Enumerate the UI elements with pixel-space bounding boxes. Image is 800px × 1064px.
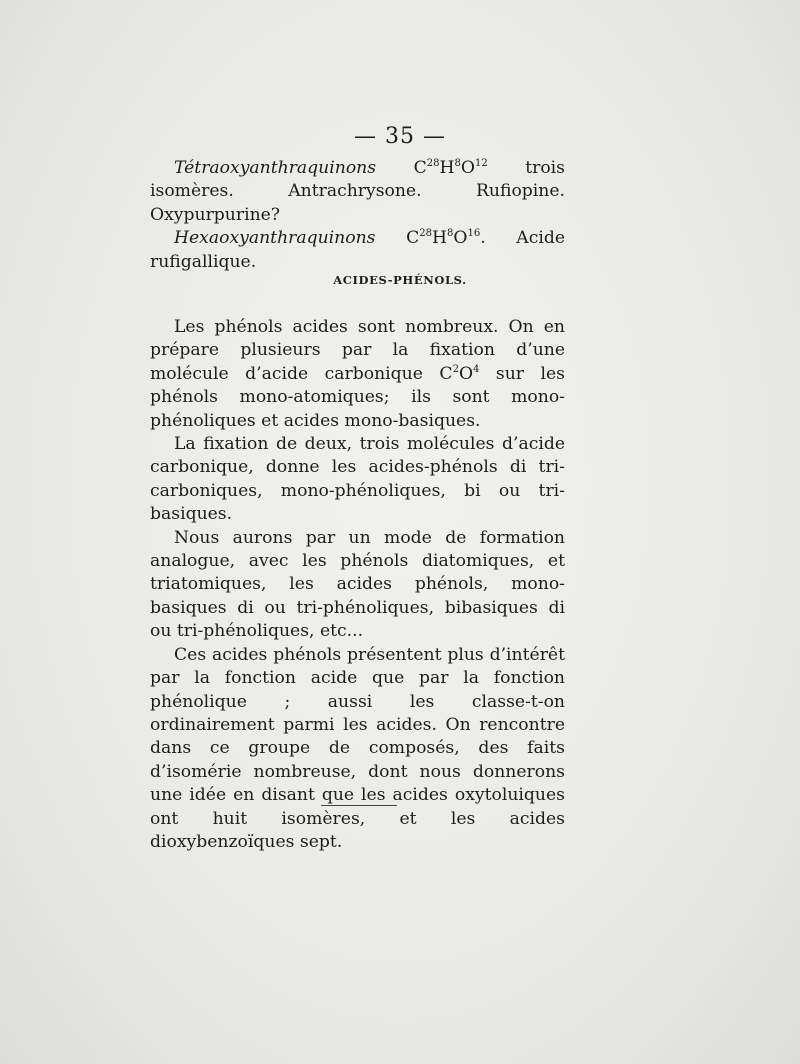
paragraph-2: La fixation de deux, trois molécules d’acide carbonique, donne les acides-phénols di tri-carboniques, mono-phénoliques, bi ou tri-basiques. <box>150 434 565 525</box>
compound-line-hexaoxy <box>150 227 565 274</box>
compound-description: . Acide rufigallique. <box>150 228 565 272</box>
paragraph-1: Les phénols acides sont nombreux. On en prépare plusieurs par la fixation d’une molécule d’acide carbonique $C^2O^4$ sur les phénols mono-atomiques; ils sont mono-phénoliques et acides mono-basiques. <box>150 317 565 431</box>
paragraph-3: Nous aurons par un mode de formation analogue, avec les phénols diatomiques, et triatomiques, les acides phénols, mono-basiques di ou tri-phénoliques, bibasiques di ou tri-phénoliques, etc... <box>150 527 565 642</box>
compound-line-tetraoxy <box>150 157 565 227</box>
compound-description: trois isomères. Antrachrysone. Rufiopine. Oxypurpurine? <box>150 158 565 225</box>
compound-name: Hexaoxyanthraquinons <box>174 228 376 249</box>
formula: $C^{28}H^8O^{16}$ <box>406 228 481 249</box>
formula: $C^2O^4$ <box>439 363 480 384</box>
page-number: — 35 — <box>354 124 446 149</box>
formula: $C^{28}H^8O^{12}$ <box>413 158 488 178</box>
section-title: ACIDES-PHÉNOLS. <box>333 273 467 287</box>
body-text <box>150 316 565 854</box>
compound-name: Tétraoxyanthraquinons <box>174 158 377 178</box>
paragraph-4: Ces acides phénols présentent plus d’intérêt par la fonction acide que par la fonction phénolique ; aussi les classe-t-on ordinairement parmi les acides. On rencontre dans ce groupe de composés, des faits d’isomérie nombreuse, dont nous donnerons une idée en disant que les acides oxytoluiques ont huit isomères, et les acides dioxybenzoïques sept. <box>150 644 565 852</box>
end-rule <box>321 805 397 806</box>
compound-list <box>150 157 565 274</box>
